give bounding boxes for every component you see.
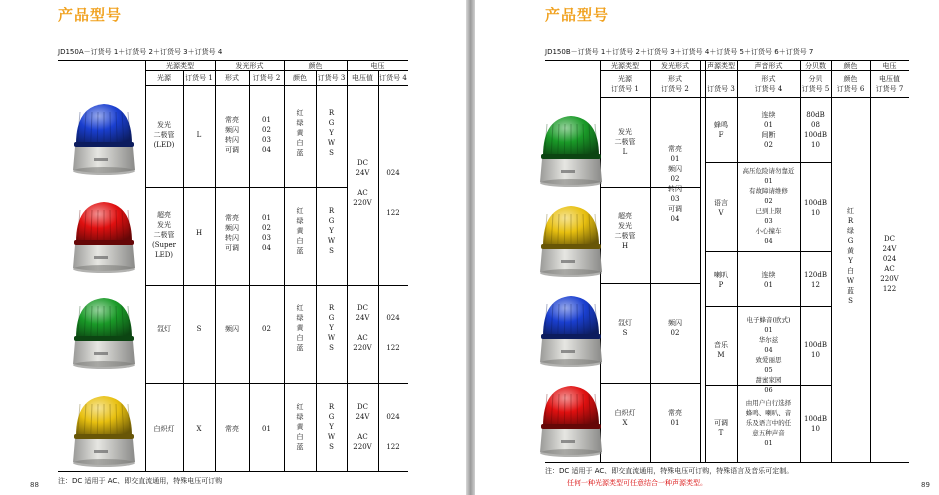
table-cell: 发光 二极管 (LED): [153, 121, 175, 149]
right-footnote: 注：DC 适用于 AC、即交直流通用，特殊电压可订购，特殊语言及音乐可定制。: [545, 467, 794, 475]
table-cell: 常亮 频闪 转闪 可调: [225, 214, 239, 252]
signal-lamp-image: [533, 380, 609, 460]
header-volt-value: 电压值: [352, 74, 373, 82]
header-source-order1: 光源 订货号 1: [611, 75, 639, 93]
voltage-cell: DC 24V AC 220V: [353, 159, 372, 207]
table-cell: 氙灯: [157, 325, 171, 333]
voltage-cell: DC 24V 024 AC 220V 122: [880, 235, 899, 293]
table-cell: 音乐 M: [714, 341, 728, 359]
table-cell: 01: [262, 425, 271, 433]
table-cell: 连续 01: [761, 271, 776, 289]
right-page: [475, 0, 939, 495]
rule: [600, 97, 909, 98]
signal-lamp-image: [533, 110, 609, 190]
table-cell: 100dB 10: [804, 415, 827, 433]
rule: [545, 462, 909, 463]
table-cell: X: [196, 425, 202, 433]
left-page-title: 产品型号: [58, 6, 123, 24]
table-cell: 发光 二极管 L: [614, 128, 636, 156]
table-cell: 语言 V: [714, 199, 728, 217]
voltage-code-cell: 024 122: [386, 169, 400, 217]
rule: [705, 306, 831, 307]
table-cell: 高压危险请勿靠近 01 有故障请维修 02 已到上限 03 小心撞车 04: [742, 167, 795, 245]
table-cell: 由用户自行选择 蜂鸣、喇叭、音 乐及语言中的任 意五种声音 01: [745, 399, 792, 447]
rule: [145, 85, 408, 86]
table-cell: R G Y W S: [327, 207, 336, 255]
table-cell: 01 02 03 04: [262, 214, 271, 252]
signal-lamp-image: [66, 98, 142, 178]
table-cell: 红 绿 黄 白 蓝: [296, 207, 304, 255]
voltage-code-cell: 024 122: [386, 314, 400, 352]
page-number: 89: [921, 481, 930, 489]
header-form-order4: 形式 订货号 4: [754, 75, 783, 93]
header-order3: 订货号 3: [317, 74, 346, 82]
table-cell: 电子蜂音(欧式) 01 华尔兹 04 致爱丽思 05 甜蜜家园 06: [746, 316, 791, 394]
left-footnote: 注：DC 适用于 AC、即交直流通用，特殊电压可订购: [58, 477, 223, 485]
color-list-cell: 红 R 绿 G 黄 Y 白 W 蓝 S: [846, 207, 855, 305]
header-light-form: 发光形式: [661, 62, 689, 70]
header-order3: 订货号 3: [707, 85, 735, 93]
header-light-type: 光源类型: [166, 62, 194, 70]
header-volt-order7: 电压值 订货号 7: [875, 75, 904, 93]
table-cell: R G Y W S: [327, 403, 336, 451]
left-page: [0, 0, 466, 495]
table-cell: 白炽灯: [153, 425, 175, 433]
table-cell: 常亮 01 频闪 02 转闪 03 可调 04: [668, 145, 682, 223]
header-decibel: 分贝数: [805, 62, 826, 70]
table-cell: R G Y W S: [327, 304, 336, 352]
table-cell: 频闪 02: [668, 319, 682, 337]
voltage-cell: DC 24V AC 220V: [353, 304, 372, 352]
right-order-code: JD150B－订货号 1＋订货号 2＋订货号 3＋订货号 4＋订货号 5＋订货号 6＋订货号 7: [545, 48, 814, 56]
table-cell: 蜂鸣 F: [714, 121, 728, 139]
table-cell: 120dB 12: [804, 271, 827, 289]
header-form-order2: 形式 订货号 2: [661, 75, 689, 93]
left-order-code: JD150A－订货号 1＋订货号 2＋订货号 3＋订货号 4: [58, 48, 223, 56]
table-cell: S: [196, 325, 202, 333]
right-footnote-highlight: 任何一种光源类型可任意结合一种声源类型。: [567, 479, 707, 487]
table-cell: 喇叭 P: [714, 271, 728, 289]
header-color-label: 颜色: [293, 74, 307, 82]
signal-lamp-image: [66, 390, 142, 470]
rule: [650, 60, 651, 462]
rule: [705, 251, 831, 252]
table-cell: 100dB 10: [804, 199, 827, 217]
header-color: 颜色: [843, 62, 858, 70]
signal-lamp-image: [533, 200, 609, 280]
table-cell: 可调 T: [714, 419, 728, 437]
table-cell: 频闪: [225, 325, 239, 333]
header-order1: 订货号 1: [185, 74, 213, 82]
header-form: 形式: [225, 74, 239, 82]
rule: [145, 383, 408, 384]
table-cell: 常亮: [225, 425, 239, 433]
voltage-code-cell: 024 122: [386, 413, 400, 451]
table-cell: 白炽灯 X: [614, 409, 636, 427]
header-db-order5: 分贝 订货号 5: [801, 75, 830, 93]
table-cell: 80dB 08 100dB 10: [804, 111, 827, 149]
table-cell: R G Y W S: [327, 109, 336, 157]
header-order4: 订货号 4: [379, 74, 407, 82]
table-cell: 红 绿 黄 白 蓝: [296, 304, 304, 352]
header-sound-type: 声源类型: [707, 62, 735, 70]
right-page-title: 产品型号: [545, 6, 610, 24]
rule: [705, 162, 831, 163]
header-order2: 订货号 2: [252, 74, 281, 82]
header-voltage: 电压: [370, 62, 385, 70]
header-source: 光源: [157, 74, 171, 82]
header-color: 颜色: [308, 62, 323, 70]
table-cell: 01 02 03 04: [262, 116, 271, 154]
table-cell: L: [196, 131, 202, 139]
signal-lamp-image: [66, 196, 142, 276]
rule: [58, 471, 408, 472]
table-cell: 连续 01 间断 02: [761, 111, 776, 149]
table-cell: 02: [262, 325, 271, 333]
table-cell: 常亮 频闪 转闪 可调: [225, 116, 239, 154]
book-spine: [466, 0, 475, 495]
header-light-form: 发光形式: [235, 62, 264, 70]
header-color-order6: 颜色 订货号 6: [836, 75, 865, 93]
rule: [378, 70, 379, 471]
table-cell: 氙灯 S: [618, 319, 632, 337]
signal-lamp-image: [66, 292, 142, 372]
table-cell: 常亮 01: [668, 409, 682, 427]
header-light-type: 光源类型: [611, 62, 639, 70]
table-cell: 100dB 10: [804, 341, 827, 359]
voltage-cell: DC 24V AC 220V: [353, 403, 372, 451]
table-cell: 超亮 发光 二极管 H: [614, 212, 636, 250]
table-cell: 超亮 发光 二极管 (Super LED): [151, 211, 176, 259]
table-cell: 红 绿 黄 白 蓝: [296, 109, 304, 157]
signal-lamp-image: [533, 290, 609, 370]
rule: [700, 60, 701, 462]
header-voltage: 电压: [882, 62, 897, 70]
header-sound-form: 声音形式: [754, 62, 783, 70]
rule: [145, 285, 408, 286]
page-number: 88: [30, 481, 39, 489]
table-cell: 红 绿 黄 白 蓝: [296, 403, 304, 451]
table-cell: H: [195, 229, 203, 237]
